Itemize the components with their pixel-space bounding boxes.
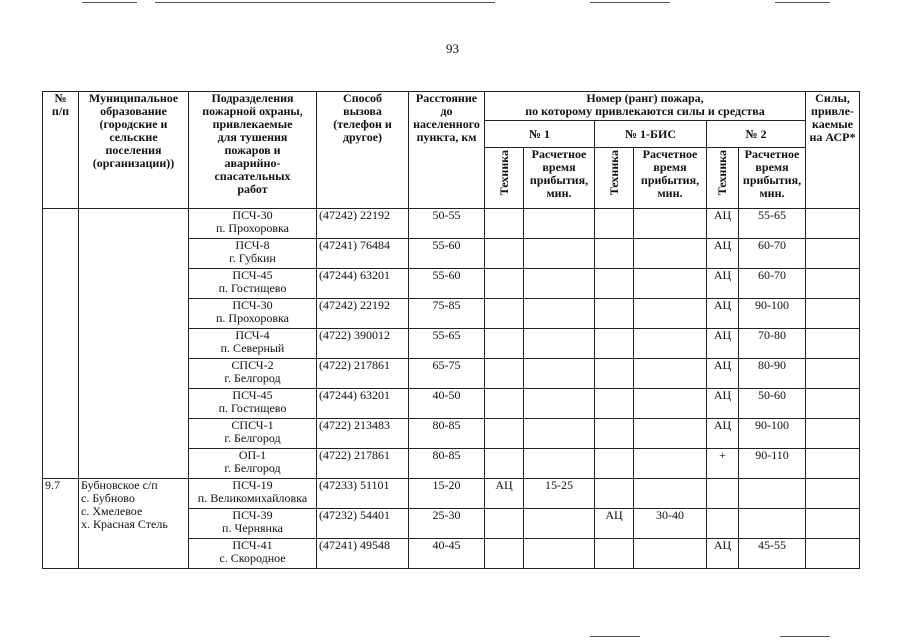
header-tech-2: Техника bbox=[707, 148, 739, 209]
forces-table bbox=[42, 91, 860, 569]
cell-unit: ПСЧ-41 с. Скородное bbox=[189, 539, 317, 569]
cell-t1b bbox=[595, 479, 634, 509]
header-arrival-1: Расчетное время прибытия, мин. bbox=[524, 148, 595, 209]
cell-t1 bbox=[485, 419, 524, 449]
cell-unit: ПСЧ-19 п. Великомихайловка bbox=[189, 479, 317, 509]
cell-t1 bbox=[485, 239, 524, 269]
cell-a1 bbox=[524, 329, 595, 359]
header-fire-rank: Номер (ранг) пожара, по которому привлекаются силы и средства bbox=[485, 92, 806, 121]
header-distance: Расстояние до населенного пункта, км bbox=[409, 92, 485, 209]
cell-unit: ПСЧ-39 п. Чернянка bbox=[189, 509, 317, 539]
cell-a1 bbox=[524, 539, 595, 569]
scan-mark bbox=[780, 636, 830, 637]
cell-dist: 40-45 bbox=[409, 539, 485, 569]
header-call: Способ вызова (телефон и другое) bbox=[317, 92, 409, 209]
cell-t2 bbox=[707, 479, 739, 509]
cell-dist: 55-60 bbox=[409, 269, 485, 299]
cell-t1 bbox=[485, 389, 524, 419]
cell-a1 bbox=[524, 239, 595, 269]
header-tech-1: Техника bbox=[485, 148, 524, 209]
cell-a2: 80-90 bbox=[739, 359, 806, 389]
cell-dist: 80-85 bbox=[409, 419, 485, 449]
cell-t1b bbox=[595, 449, 634, 479]
cell-unit: ПСЧ-4 п. Северный bbox=[189, 329, 317, 359]
header-arrival-2: Расчетное время прибытия, мин. bbox=[739, 148, 806, 209]
cell-a2: 45-55 bbox=[739, 539, 806, 569]
cell-t1 bbox=[485, 209, 524, 239]
cell-asr bbox=[806, 479, 860, 509]
cell-t2: АЦ bbox=[707, 419, 739, 449]
cell-t1 bbox=[485, 539, 524, 569]
cell-t1b bbox=[595, 419, 634, 449]
municipal-line: с. Хмелевое х. Красная Стель bbox=[81, 504, 168, 531]
cell-phone: (4722) 217861 bbox=[317, 359, 409, 389]
cell-t1: АЦ bbox=[485, 479, 524, 509]
table-body bbox=[43, 209, 860, 569]
cell-dist: 55-60 bbox=[409, 239, 485, 269]
header-rank-2: № 2 bbox=[707, 121, 806, 148]
cell-phone: (47233) 51101 bbox=[317, 479, 409, 509]
cell-t2: АЦ bbox=[707, 239, 739, 269]
cell-unit: ОП-1 г. Белгород bbox=[189, 449, 317, 479]
cell-t2: + bbox=[707, 449, 739, 479]
cell-a1: 15-25 bbox=[524, 479, 595, 509]
cell-asr bbox=[806, 539, 860, 569]
cell-dist: 55-65 bbox=[409, 329, 485, 359]
cell-phone: (47241) 76484 bbox=[317, 239, 409, 269]
header-asr: Силы, привле- каемые на АСР* bbox=[806, 92, 860, 209]
header-num: № п/п bbox=[43, 92, 79, 209]
cell-phone: (47244) 63201 bbox=[317, 269, 409, 299]
cell-asr bbox=[806, 299, 860, 329]
cell-a1b bbox=[634, 239, 707, 269]
cell-t1b bbox=[595, 539, 634, 569]
cell-a2: 70-80 bbox=[739, 329, 806, 359]
cell-phone: (4722) 390012 bbox=[317, 329, 409, 359]
cell-t1b bbox=[595, 269, 634, 299]
cell-a1b bbox=[634, 419, 707, 449]
cell-t1 bbox=[485, 359, 524, 389]
cell-asr bbox=[806, 419, 860, 449]
cell-unit: СПСЧ-2 г. Белгород bbox=[189, 359, 317, 389]
cell-unit: СПСЧ-1 г. Белгород bbox=[189, 419, 317, 449]
cell-t1b bbox=[595, 359, 634, 389]
cell-a2: 50-60 bbox=[739, 389, 806, 419]
cell-a2: 60-70 bbox=[739, 239, 806, 269]
cell-a1b bbox=[634, 209, 707, 239]
cell-t2: АЦ bbox=[707, 359, 739, 389]
cell-a2: 90-100 bbox=[739, 299, 806, 329]
cell-t1b bbox=[595, 239, 634, 269]
cell-dist: 50-55 bbox=[409, 209, 485, 239]
cell-t1b bbox=[595, 299, 634, 329]
cell-a1 bbox=[524, 209, 595, 239]
cell-a1b bbox=[634, 479, 707, 509]
cell-a1 bbox=[524, 449, 595, 479]
cell-a2: 90-100 bbox=[739, 419, 806, 449]
cell-asr bbox=[806, 269, 860, 299]
header-rank-1: № 1 bbox=[485, 121, 595, 148]
cell-num bbox=[43, 209, 79, 479]
cell-dist: 75-85 bbox=[409, 299, 485, 329]
scan-mark bbox=[775, 2, 830, 3]
header-arrival-1bis: Расчетное время прибытия, мин. bbox=[634, 148, 707, 209]
cell-a1b bbox=[634, 389, 707, 419]
page-number: 93 bbox=[446, 41, 459, 56]
cell-a1 bbox=[524, 389, 595, 419]
cell-phone: (47242) 22192 bbox=[317, 209, 409, 239]
scan-mark bbox=[590, 636, 640, 637]
cell-phone: (47232) 54401 bbox=[317, 509, 409, 539]
cell-t2: АЦ bbox=[707, 539, 739, 569]
cell-phone: (47242) 22192 bbox=[317, 299, 409, 329]
cell-asr bbox=[806, 239, 860, 269]
cell-t2 bbox=[707, 509, 739, 539]
scan-mark bbox=[82, 2, 137, 3]
cell-a1 bbox=[524, 359, 595, 389]
cell-t1 bbox=[485, 329, 524, 359]
scan-mark bbox=[155, 2, 495, 3]
cell-a2: 55-65 bbox=[739, 209, 806, 239]
cell-t1b bbox=[595, 389, 634, 419]
cell-unit: ПСЧ-45 п. Гостищево bbox=[189, 389, 317, 419]
header-tech-1bis: Техника bbox=[595, 148, 634, 209]
cell-t2: АЦ bbox=[707, 329, 739, 359]
cell-asr bbox=[806, 389, 860, 419]
cell-t2: АЦ bbox=[707, 299, 739, 329]
cell-t1b bbox=[595, 329, 634, 359]
cell-t1 bbox=[485, 299, 524, 329]
cell-num: 9.7 bbox=[43, 479, 79, 569]
cell-unit: ПСЧ-30 п. Прохоровка bbox=[189, 299, 317, 329]
cell-a1b bbox=[634, 449, 707, 479]
cell-unit: ПСЧ-8 г. Губкин bbox=[189, 239, 317, 269]
table-row bbox=[43, 479, 860, 509]
cell-asr bbox=[806, 209, 860, 239]
cell-t1 bbox=[485, 269, 524, 299]
cell-t1 bbox=[485, 509, 524, 539]
cell-t1b bbox=[595, 209, 634, 239]
cell-a1b bbox=[634, 269, 707, 299]
cell-asr bbox=[806, 359, 860, 389]
cell-dist: 15-20 bbox=[409, 479, 485, 509]
municipal-line: Бубновское с/п с. Бубново bbox=[81, 478, 158, 505]
cell-asr bbox=[806, 509, 860, 539]
cell-t2: АЦ bbox=[707, 269, 739, 299]
cell-a1b bbox=[634, 299, 707, 329]
header-rank-1bis: № 1-БИС bbox=[595, 121, 707, 148]
cell-t1b: АЦ bbox=[595, 509, 634, 539]
cell-dist: 40-50 bbox=[409, 389, 485, 419]
cell-a2 bbox=[739, 479, 806, 509]
cell-municipal bbox=[79, 209, 189, 479]
cell-unit: ПСЧ-30 п. Прохоровка bbox=[189, 209, 317, 239]
cell-dist: 65-75 bbox=[409, 359, 485, 389]
cell-asr bbox=[806, 449, 860, 479]
cell-municipal bbox=[79, 479, 189, 569]
cell-dist: 80-85 bbox=[409, 449, 485, 479]
cell-a2: 90-110 bbox=[739, 449, 806, 479]
header-municipal: Муниципальное образование (городские и сельские поселения (организации)) bbox=[79, 92, 189, 209]
cell-phone: (4722) 213483 bbox=[317, 419, 409, 449]
cell-a2 bbox=[739, 509, 806, 539]
cell-dist: 25-30 bbox=[409, 509, 485, 539]
cell-a1b bbox=[634, 539, 707, 569]
cell-a1 bbox=[524, 509, 595, 539]
cell-a2: 60-70 bbox=[739, 269, 806, 299]
cell-unit: ПСЧ-45 п. Гостищево bbox=[189, 269, 317, 299]
cell-asr bbox=[806, 329, 860, 359]
cell-a1b: 30-40 bbox=[634, 509, 707, 539]
cell-t1 bbox=[485, 449, 524, 479]
cell-a1b bbox=[634, 359, 707, 389]
cell-phone: (4722) 217861 bbox=[317, 449, 409, 479]
table-row bbox=[43, 209, 860, 239]
cell-a1 bbox=[524, 269, 595, 299]
header-units: Подразделения пожарной охраны, привлекаемые для тушения пожаров и аварийно- спасательных работ bbox=[189, 92, 317, 209]
cell-a1 bbox=[524, 299, 595, 329]
cell-phone: (47241) 49548 bbox=[317, 539, 409, 569]
scan-mark bbox=[590, 2, 670, 3]
cell-a1b bbox=[634, 329, 707, 359]
cell-t2: АЦ bbox=[707, 389, 739, 419]
cell-t2: АЦ bbox=[707, 209, 739, 239]
cell-a1 bbox=[524, 419, 595, 449]
cell-phone: (47244) 63201 bbox=[317, 389, 409, 419]
